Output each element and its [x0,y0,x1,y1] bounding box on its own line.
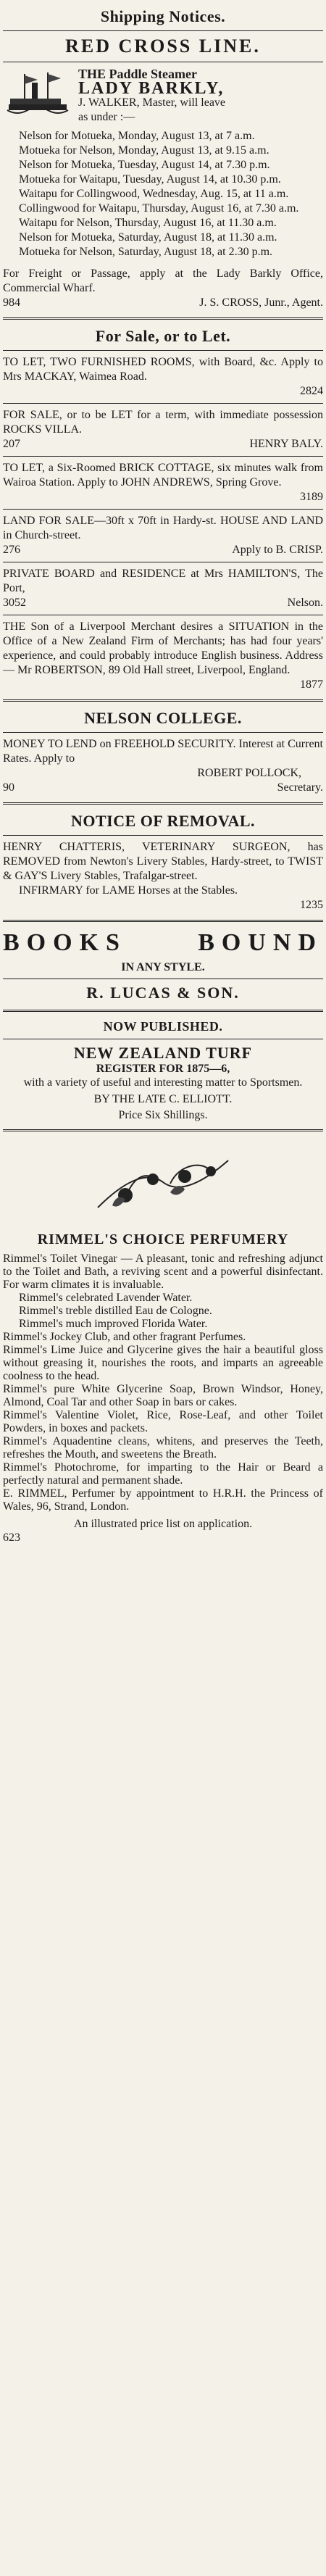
sale-ad [3,355,323,399]
schedule-item: Nelson for Motueka, Tuesday, August 14, at 7.30 p.m. [19,159,270,171]
floral-ornament-icon [83,1139,243,1226]
divider [3,509,323,510]
sale-ad [3,620,323,692]
turf-ad [3,1044,323,1122]
rimmel-p8: Rimmel's Valentine Violet, Rice, Rose-Leaf, and other Toilet Powders, in boxes and packets. [3,1409,323,1434]
sale-row [3,596,323,610]
rimmel-p2: Rimmel's celebrated Lavender Water. [19,1292,193,1304]
schedule-item: Nelson for Motueka, Monday, August 13, at 7 a.m. [19,130,255,142]
shipping-lead-3: as under :— [78,111,135,123]
divider [3,835,323,836]
sale-ad [3,408,323,452]
books-ad [3,929,323,1002]
divider [3,403,323,404]
rimmel-title: RIMMEL'S CHOICE PERFUMERY [37,1231,289,1247]
freight-note: For Freight or Passage, apply at the Lady Barkly Office, Commercial Wharf. [3,267,323,294]
shipping-lead-2: J. WALKER, Master, will leave [78,96,226,109]
turf-desc: with a variety of useful and interesting matter to Sportsmen. [23,1076,303,1089]
divider [3,456,323,457]
rimmel-p3: Rimmel's treble distilled Eau de Cologne. [19,1305,212,1317]
rimmel-p1: Rimmel's Toilet Vinegar — A pleasant, tonic and refreshing adjunct to the Toilet and Bath, a reviving scent and a powerful disinfectant. For warm climates it is invaluable. [3,1252,323,1291]
steamer-icon [3,68,72,119]
ad-ref: 1235 [300,899,323,911]
schedule-item: Waitapu for Collingwood, Wednesday, Aug. 15, at 11 a.m. [19,188,289,200]
divider [3,802,323,805]
ad-signature: Apply to B. CRISP. [232,544,323,556]
schedule-item: Motueka for Nelson, Saturday, August 18, at 2.30 p.m. [19,246,273,258]
shipping-header: Shipping Notices. [100,7,226,25]
removal-line2: INFIRMARY for LAME Horses at the Stables. [19,884,238,897]
sale-row [3,543,323,557]
ad-signature: Nelson. [287,597,323,609]
divider [3,1010,323,1012]
removal-ad [3,840,323,913]
turf-by: BY THE LATE C. ELLIOTT. [93,1093,233,1105]
divider [3,732,323,733]
turf-header: NOW PUBLISHED. [103,1019,223,1034]
schedule-item: Motueka for Waitapu, Tuesday, August 14, at 10.30 p.m. [19,173,281,186]
sale-ad [3,567,323,610]
turf-title-2: REGISTER FOR 1875—6, [96,1063,230,1075]
ad-ref: 3189 [300,491,323,503]
divider [3,350,323,351]
sale-text: LAND FOR SALE—30ft x 70ft in Hardy-st. HOUSE AND LAND in Church-street. [3,515,323,541]
schedule-list [3,129,323,259]
shipping-ad [3,67,323,310]
books-subtitle: IN ANY STYLE. [121,961,205,973]
sale-text: TO LET, TWO FURNISHED ROOMS, with Board, &c. Apply to Mrs MACKAY, Waimea Road. [3,356,323,383]
divider [3,30,323,31]
schedule-item: Collingwood for Waitapu, Thursday, August 16, at 7.30 a.m. [19,202,299,215]
schedule-item: Motueka for Nelson, Monday, August 13, at 9.15 a.m. [19,144,269,157]
rimmel-p11: E. RIMMEL, Perfumer by appointment to H.R.H. the Princess of Wales, 96, Strand, London. [3,1487,323,1513]
ad-ref: 90 [3,781,14,794]
college-text: MONEY TO LEND on FREEHOLD SECURITY. Interest at Current Rates. Apply to [3,738,323,765]
college-title: Secretary. [277,781,323,794]
rimmel-p12: An illustrated price list on application. [73,1518,253,1530]
ad-ref: 623 [3,1532,20,1544]
removal-header: NOTICE OF REMOVAL. [70,812,256,830]
ad-ref: 276 [3,544,20,556]
books-word-1: BOOKS [3,929,127,956]
sale-text: FOR SALE, or to be LET for a term, with immediate possession ROCKS VILLA. [3,409,323,436]
ad-ref: 207 [3,438,20,450]
college-header: NELSON COLLEGE. [84,709,242,727]
ad-ref: 3052 [3,597,26,609]
turf-title-1: NEW ZEALAND TURF [73,1044,253,1062]
divider [3,920,323,922]
sale-text: THE Son of a Liverpool Merchant desires a SITUATION in the Office of a New Zealand Firm of Merchants; has had four years' experience, and could probably introduce English business. Address — Mr ROBERTSON, 89 Old Hall street, Liverpool, England. [3,620,323,676]
agent-row [3,296,323,310]
sale-row [3,437,323,452]
rimmel-p5: Rimmel's Jockey Club, and other fragrant Perfumes. [3,1331,246,1343]
sale-text: PRIVATE BOARD and RESIDENCE at Mrs HAMILTON'S, The Port, [3,568,323,594]
books-firm: R. LUCAS & SON. [86,984,240,1002]
vessel-name: LADY BARKLY, [78,79,225,98]
ad-ref: 2824 [300,385,323,397]
rimmel-p6: Rimmel's Lime Juice and Glycerine gives the hair a beautiful gloss without greasing it, nourishes the roots, and imparts an agreeable coolness to the head. [3,1344,323,1382]
schedule-item: Waitapu for Nelson, Thursday, August 16, at 11.30 a.m. [19,217,277,229]
divider [3,699,323,702]
divider [3,1129,323,1131]
rimmel-ad [3,1231,323,1545]
rimmel-p4: Rimmel's much improved Florida Water. [19,1318,208,1330]
divider [3,317,323,320]
college-ad [3,737,323,795]
sale-ad [3,461,323,504]
books-word-2: BOUND [198,929,323,956]
sale-text: TO LET, a Six-Roomed BRICK COTTAGE, six minutes walk from Wairoa Station. Apply to JOHN ANDREWS, Spring Grove. [3,462,323,489]
rimmel-p7: Rimmel's pure White Glycerine Soap, Brown Windsor, Honey, Almond, Coal Tar and other Soap in bars or cakes. [3,1383,323,1408]
agent-signature: J. S. CROSS, Junr., Agent. [199,296,323,309]
rimmel-p9: Rimmel's Aquadentine cleans, whitens, and preserves the Teeth, refreshes the Mouth, and sweetens the Breath. [3,1435,323,1461]
rimmel-p10: Rimmel's Photochrome, for imparting to the Hair or Beard a perfectly natural and permanent shade. [3,1461,323,1487]
ad-signature: HENRY BALY. [249,438,323,450]
schedule-item: Nelson for Motueka, Saturday, August 18, at 11.30 a.m. [19,231,277,244]
college-row [3,781,323,795]
removal-text: HENRY CHATTERIS, VETERINARY SURGEON, has REMOVED from Newton's Livery Stables, Hardy-street, to TWIST & GAY'S Livery Stables, Trafalgar-street. [3,841,323,882]
shipping-lead-1: THE Paddle Steamer [78,67,197,81]
books-heading [3,929,323,957]
sale-ad [3,514,323,557]
ad-ref: 1877 [300,678,323,691]
college-signature: ROBERT POLLOCK, [197,767,301,779]
ad-ref: 984 [3,296,20,309]
sale-header: For Sale, or to Let. [95,327,231,345]
turf-price: Price Six Shillings. [118,1109,208,1121]
line-title: RED CROSS LINE. [65,36,261,57]
newspaper-column [3,0,323,2576]
